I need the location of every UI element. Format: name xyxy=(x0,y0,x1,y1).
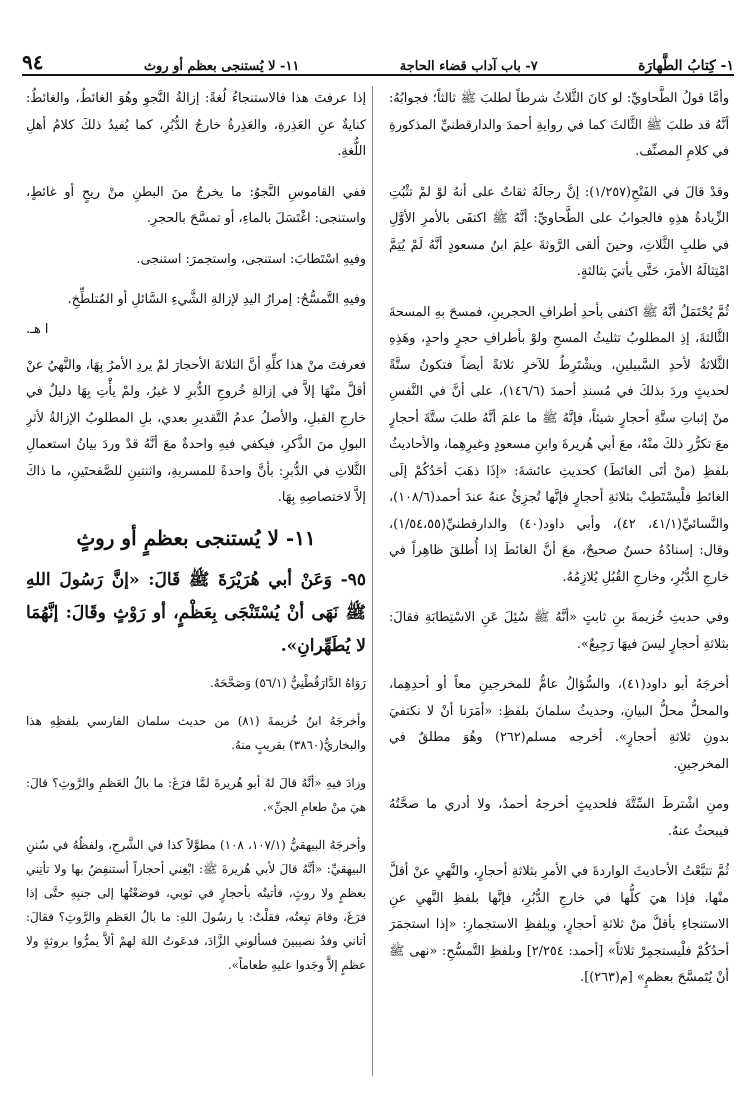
page-number: ٩٤ xyxy=(22,50,44,74)
hadith-text: ٩٥- وَعَنْ أبي هُرَيْرَةَ ﷺ قَالَ: «إنَّ رَسُولَ اللهِ ﷺ نَهَى أنْ يُسْتَنْجَى بِعَظْمٍ، أو رَوْثٍ وقَالَ: إنَّهُمَا لا يُطَهِّرانِ». xyxy=(26,569,366,656)
section-heading: ١١- لا يُستنجى بعظمٍ أو روثٍ xyxy=(76,525,316,550)
footnote: رَوَاهُ الدَّارَقُطْنِيُّ (٥٦/١) وَصَحَّحَهُ. xyxy=(209,675,366,690)
paragraph: وفيهِ اسْتَطابَ: استنجى، واستجمرَ: استنجى. xyxy=(136,251,366,267)
right-column xyxy=(389,86,729,1086)
paragraph: وأمَّا قولُ الطَّحاويِّ: لو كانَ الثَّلاثُ شرطاً لطلبَ ﷺ ثالثاً؛ فجوابُهُ: أنَّهُ قد طلبَ ﷺ الثَّالثَ كما في روايةِ أحمدَ والدارقطنيِّ المذكورةِ في كلامِ المصنِّف. xyxy=(389,91,729,159)
quote-end-marker: ا هـ. xyxy=(26,321,49,337)
footnote: وأخرجَهُ ابنُ خُزيمةَ (٨١) من حديث سلمان الفارسي بلفظِهِ هذا والبخاريُّ(٣٨٦٠) بقريبٍ منهُ. xyxy=(26,713,366,752)
chapter-title: ٧- باب آداب قضاء الحاجة xyxy=(399,59,538,74)
left-column xyxy=(26,86,366,1086)
column-divider xyxy=(372,86,373,1076)
paragraph: ففي القاموسِ النَّجوُ: ما يخرجُ منَ البطنِ منْ ريحٍ أو غائطٍ، واستنجى: اغْتَسَلَ بالماءِ، أو تمسَّحَ بالحجرِ. xyxy=(26,184,366,226)
paragraph: وقدْ قالَ في الفَتْحِ(١/٢٥٧): إنَّ رجالَهُ ثقاتٌ على أنهُ لوْ لمْ تثْبُتِ الزِّيادةُ هذِهِ فالجوابُ على الطَّحاويِّ: أنَّهُ ﷺ اكتفَى بالأمرِ الأوَّلِ في طلبِ الثَّلاثِ، وحينَ ألقى الرَّوثةَ علِمَ ابنُ مسعودٍ أنَّهُ لَمْ يُتِمَّ امْتِثالَهُ الأمرَ، حَتَّى يأتيَ بثالثةٍ. xyxy=(389,184,729,279)
paragraph: ومنِ اشْترطَ السِّتَّةَ فلحديثٍ أخرجهُ أحمدُ، ولا أدري ما صحَّتُهُ فيبحثُ عنهُ. xyxy=(389,797,729,839)
paragraph: فعرفتَ منْ هذا كلِّهِ أنَّ الثلاثةَ الأحجارَ لمْ يردِ الأمرُ بِهَا، والنَّهيُ عنْ أقلَّ منْهَا إلاَّ في إزالةِ خُروجِ الدُّبرِ لا غيرُ، ولمْ يأْتِ بِهَا دليلٌ في خارجِ القبلِ، والأصلُ عدمُ التَّقديرِ بعدي، بلِ المطلوبُ الإزالةُ لأثرِ البولِ منَ الذَّكرِ، فيكفي فيهِ واحدةٌ معَ أنَّهُ قدْ وردَ بيانُ استعمالِ الثَّلاثِ في الدُّبرِ: بأنَّ واحدةً للمسربةِ، واثنتينِ للصَّفحتَينِ، ما ذاكَ إلاَّ لاختصاصِهِ بِهَا. xyxy=(26,357,366,505)
paragraph: وفيهِ التَّمسُّحُ: إمرارُ اليدِ لإزالةِ الشَّيءِ السَّائلِ أو المُتلطِّخِ. xyxy=(67,292,366,307)
page-header xyxy=(22,44,734,76)
footnote: وأخرجَهُ البيهقيُّ (١٠٧/١، ١٠٨) مطوَّلاً كذا في الشَّرحِ، ولفظُهُ في سُننِ البيهقيِّ: «أنَّهُ قالَ لأبي هُريرةَ ﷺ: ابْغِني أحجاراً أستنفِضُ بها ولا تأتِني بعظمٍ ولا روثٍ، فأتيتُه بأحجارٍ في ثوبي، فوضعْتُها إلى جنبِهِ حتَّى إذا فرَغَ، وقامَ تبِعتُه، فقلْتُ: يا رسُولَ اللهِ: ما بالُ العَظمِ والرَّوثِ؟ فقالَ: أتاني وفدُ نصيبينَ فسألوني الزَّادَ، فدعَوتُ اللهَ لهمْ ألاَّ يمرُّوا بروثةٍ ولا عظمٍ إلاَّ وجَدوا عليهِ طعاماً». xyxy=(26,837,366,972)
book-title: ١- كِتابُ الطَّهارَة xyxy=(638,58,734,74)
paragraph: أخرجَهُ أبو داود(٤١)، والسُّؤالُ عامٌّ للمخرجينِ معاً أو أحدِهِما، والمحلُّ محلُّ البيانِ، وحديثُ سلمانَ بلفظِ: «أمَرَنا أنْ لا نكتفيَ بدونِ ثلاثةِ أحجارٍ». أخرجه مسلم(٢٦٢) وهُوَ مطلقٌ في المخرجينِ. xyxy=(389,677,729,772)
paragraph: إذا عرفتَ هذا فالاستنجاءُ لُغةً: إزالةُ النَّجوِ وهُوَ الغائطُ، والغائطُ: كنايةٌ عنِ العَذِرةِ، والعَذِرةُ خارجُ الدُّبُرِ، كما يُفيدُ ذلكَ كلامُ أهلِ اللُّغةِ. xyxy=(26,91,366,159)
footnote: وزادَ فيهِ «أنَّهُ قالَ لهُ أبو هُريرةَ لمَّا فرَغَ: ما بالُ العَظمِ والرَّوثِ؟ قالَ: هيَ منْ طعامِ الجنِّ». xyxy=(26,775,366,814)
paragraph: وفي حديثِ خُزيمةَ بنِ ثابتٍ «أنَّهُ ﷺ سُئِلَ عَنِ الاسْتِطابَةِ فقالَ: بثلاثةِ أحجارٍ ليسَ فيهَا رَجِيعٌ». xyxy=(389,610,729,652)
paragraph: ثُمَّ يُحْتَمَلُ أنَّهُ ﷺ اكتفى بأحدِ أطرافِ الحجرينِ، فمسحَ بهِ المسحةَ الثَّالثةَ، إذِ المطلوبُ تثليثُ المسحِ ولوْ بأطرافِ حجرٍ واحدٍ، وهَذِهِ الثَّلاثةُ لأحدِ السَّبيلينِ، ويشْتَرِطُ للآخرِ ثلاثةً أيضاً فتكونُ ستَّةً لحديثٍ وردَ بذلكَ في مُسندِ أحمدَ (١٤٦/٦)، على أنَّ في النَّفسِ منْ إثباتِ ستَّةِ أحجارٍ شيئاً، فإنَّهُ ﷺ ما علمَ أنَّهُ طلبَ ستَّةَ أحجارٍ معَ تكرُّرِ ذلكَ منْهُ، معَ أبي هُريرةَ وابنِ مسعودٍ وغيرِهِما، والأحاديثُ بلفظِ (منْ أتَى الغائطَ) كحديثِ عائشةَ: «إذَا ذهَبَ أحَدُكُمْ إلَى الغائطِ فلْيسْتَطِبْ بثلاثةِ أحجارٍ فإنَّها تُجزِئُ عنهُ عندَ أحمد(١٠٨/٦)، والنَّسائيِّ(٤١/١، ٤٢)، وأبي داود(٤٠) والدارقطنيِّ(١/٥٤،٥٥)، وقال: إسنادُهُ حسنٌ صحيحٌ، معَ أنَّ الغائطَ إذا أُطلقَ ظاهِراً في خارجِ الدُّبُرِ، وخارجِ القُبُلِ يُلازِمُهُ. xyxy=(389,304,729,585)
section-running-title: ١١- لا يُستنجى بعظم أو روث xyxy=(143,59,300,74)
paragraph: ثُمَّ تتبَّعْتُ الأحاديثَ الواردةَ في الأمرِ بثلاثةِ أحجارٍ، والنَّهيِ عنْ أقلَّ منْها، فإذا هيَ كلُّها في خارجِ الدُّبُرِ، فإنَّها بلفظِ النَّهيِ عنِ الاستنجاءِ بأقلَّ منْ ثلاثةِ أحجارٍ، وبلفظِ الاستجمارِ: «إذا استجمَرَ أحدُكُمْ فلْيستجمِرْ ثلاثاً» [أحمد: ٢/٢٥٤] وبلفظِ التَّمسُّحِ: «نهى ﷺ أنْ يُتَمسَّحَ بعظمٍ» [م(٢٦٣)]. xyxy=(389,864,729,985)
